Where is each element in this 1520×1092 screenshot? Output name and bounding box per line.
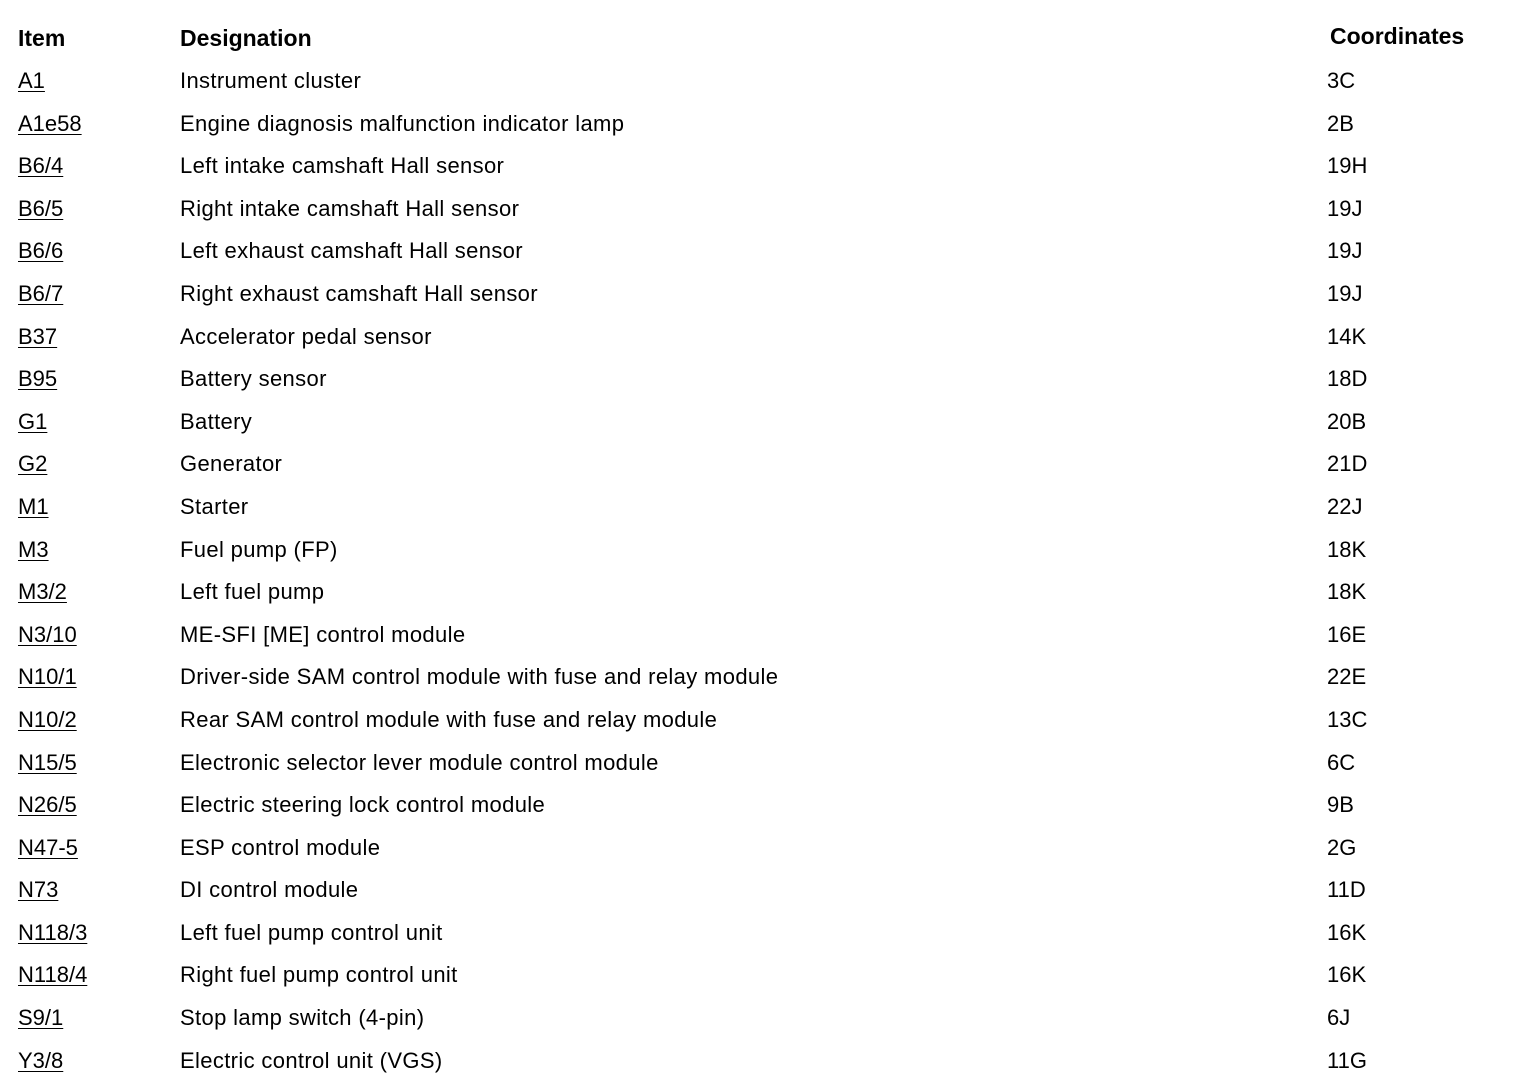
designation-cell: Battery xyxy=(180,408,253,434)
item-link[interactable]: M1 xyxy=(18,493,49,519)
designation-cell: Electric control unit (VGS) xyxy=(180,1047,443,1073)
item-link[interactable]: N10/2 xyxy=(18,706,77,732)
header-coordinates: Coordinates xyxy=(1330,23,1465,49)
coordinates-cell: 3C xyxy=(1327,68,1356,93)
coordinates-cell: 6C xyxy=(1327,749,1356,775)
designation-cell: Starter xyxy=(180,493,249,519)
table-row xyxy=(0,958,1520,1001)
item-link[interactable]: N3/10 xyxy=(18,621,77,647)
item-link[interactable]: S9/1 xyxy=(18,1005,64,1031)
designation-cell: Left intake camshaft Hall sensor xyxy=(180,153,505,179)
designation-cell: ME-SFI [ME] control module xyxy=(180,621,466,647)
item-link[interactable]: B95 xyxy=(18,366,58,392)
designation-cell: Instrument cluster xyxy=(180,68,362,93)
table-row xyxy=(0,703,1520,746)
coordinates-cell: 19J xyxy=(1327,280,1363,306)
coordinates-cell: 18K xyxy=(1327,536,1367,562)
item-link[interactable]: B6/5 xyxy=(18,195,64,221)
coordinates-cell: 22J xyxy=(1327,493,1363,519)
designation-cell: Left fuel pump xyxy=(180,579,325,605)
table-row xyxy=(0,788,1520,831)
designation-cell: Generator xyxy=(180,451,283,477)
coordinates-cell: 16K xyxy=(1327,919,1367,945)
item-link[interactable]: B37 xyxy=(18,323,58,349)
table-row xyxy=(0,618,1520,661)
coordinates-cell: 19H xyxy=(1327,153,1368,179)
designation-cell: Engine diagnosis malfunction indicator lamp xyxy=(180,110,625,136)
coordinates-cell: 13C xyxy=(1327,706,1368,732)
table-row xyxy=(0,533,1520,576)
table-row xyxy=(0,1044,1520,1087)
table-row xyxy=(0,1001,1520,1044)
table-row xyxy=(0,916,1520,959)
coordinates-cell: 18D xyxy=(1327,366,1368,392)
coordinates-cell: 16K xyxy=(1327,962,1367,988)
designation-cell: Battery sensor xyxy=(180,366,327,392)
header-designation: Designation xyxy=(180,25,312,51)
item-link[interactable]: N10/1 xyxy=(18,664,77,690)
item-link[interactable]: A1 xyxy=(18,68,45,93)
coordinates-cell: 22E xyxy=(1327,664,1367,690)
item-link[interactable]: G1 xyxy=(18,408,48,434)
coordinates-cell: 2G xyxy=(1327,834,1357,860)
designation-cell: Left exhaust camshaft Hall sensor xyxy=(180,238,523,264)
table-row xyxy=(0,575,1520,618)
coordinates-cell: 21D xyxy=(1327,451,1368,477)
designation-cell: Electric steering lock control module xyxy=(180,792,546,818)
coordinates-cell: 18K xyxy=(1327,579,1367,605)
item-link[interactable]: A1e58 xyxy=(18,110,82,136)
coordinates-cell: 14K xyxy=(1327,323,1367,349)
coordinates-cell: 19J xyxy=(1327,195,1363,221)
table-body xyxy=(0,64,1520,1086)
designation-cell: Right fuel pump control unit xyxy=(180,962,458,988)
designation-cell: Right exhaust camshaft Hall sensor xyxy=(180,280,538,306)
coordinates-cell: 9B xyxy=(1327,792,1354,818)
item-link[interactable]: B6/6 xyxy=(18,238,64,264)
item-link[interactable]: M3 xyxy=(18,536,49,562)
coordinates-cell: 11G xyxy=(1327,1047,1367,1073)
table-row xyxy=(0,64,1520,107)
header-item: Item xyxy=(18,25,66,51)
item-link[interactable]: M3/2 xyxy=(18,579,67,605)
designation-cell: ESP control module xyxy=(180,834,381,860)
table-row xyxy=(0,320,1520,363)
table-row xyxy=(0,107,1520,150)
coordinates-cell: 19J xyxy=(1327,238,1363,264)
coordinates-cell: 2B xyxy=(1327,110,1354,136)
item-link[interactable]: N118/4 xyxy=(18,962,88,988)
designation-cell: Electronic selector lever module control module xyxy=(180,749,659,775)
designation-cell: Accelerator pedal sensor xyxy=(180,323,432,349)
table-row xyxy=(0,277,1520,320)
table-row xyxy=(0,831,1520,874)
table-row xyxy=(0,660,1520,703)
designation-cell: Stop lamp switch (4-pin) xyxy=(180,1005,425,1031)
coordinates-cell: 11D xyxy=(1327,877,1366,903)
table-row xyxy=(0,362,1520,405)
table-row xyxy=(0,234,1520,277)
coordinates-cell: 16E xyxy=(1327,621,1367,647)
table-row xyxy=(0,746,1520,789)
item-link[interactable]: N26/5 xyxy=(18,792,77,818)
designation-cell: Right intake camshaft Hall sensor xyxy=(180,195,520,221)
item-link[interactable]: B6/7 xyxy=(18,280,64,306)
item-link[interactable]: N73 xyxy=(18,877,59,903)
designation-cell: Rear SAM control module with fuse and relay module xyxy=(180,706,718,732)
table-row xyxy=(0,149,1520,192)
table-row xyxy=(0,447,1520,490)
item-link[interactable]: B6/4 xyxy=(18,153,64,179)
designation-cell: Fuel pump (FP) xyxy=(180,536,338,562)
item-link[interactable]: Y3/8 xyxy=(18,1047,64,1073)
coordinates-cell: 6J xyxy=(1327,1005,1351,1031)
coordinates-cell: 20B xyxy=(1327,408,1367,434)
table-row xyxy=(0,192,1520,235)
table-row xyxy=(0,873,1520,916)
item-link[interactable]: N118/3 xyxy=(18,919,88,945)
designation-cell: Left fuel pump control unit xyxy=(180,919,443,945)
designation-cell: DI control module xyxy=(180,877,359,903)
table-row xyxy=(0,405,1520,448)
item-link[interactable]: N15/5 xyxy=(18,749,77,775)
table-row xyxy=(0,490,1520,533)
item-link[interactable]: G2 xyxy=(18,451,48,477)
designation-cell: Driver-side SAM control module with fuse and relay module xyxy=(180,664,779,690)
item-link[interactable]: N47-5 xyxy=(18,834,78,860)
